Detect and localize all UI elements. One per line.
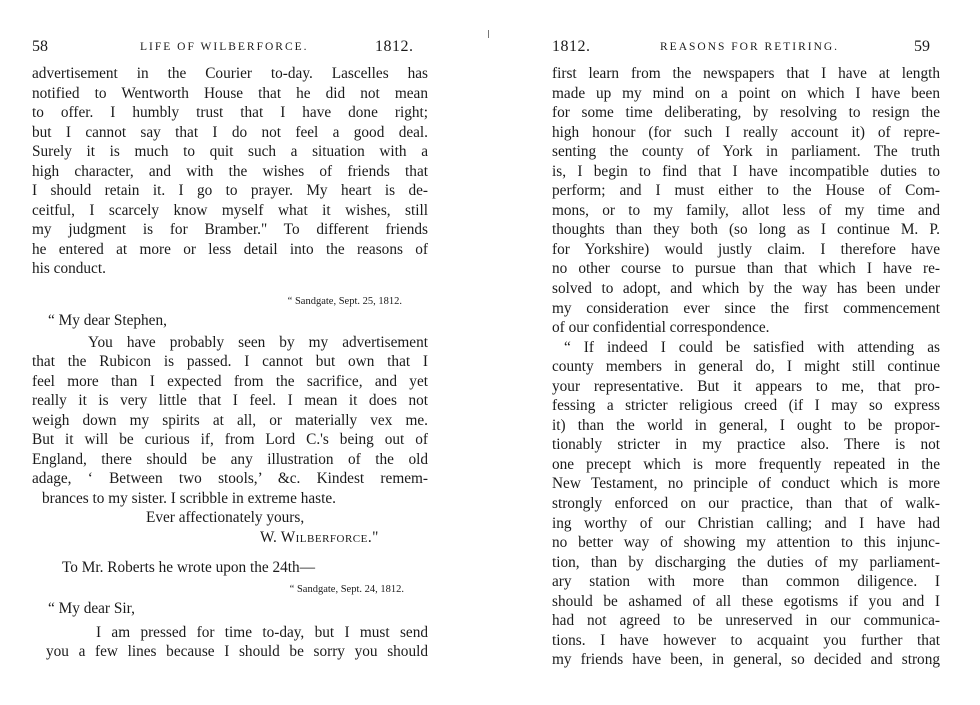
text-line: tionably stricter in my practice also. There is not bbox=[552, 436, 940, 454]
text-line: notified to Wentworth House that he did not mean bbox=[32, 84, 428, 102]
text-line: should be ashamed of all these egotisms if you and I bbox=[552, 592, 940, 610]
text-line: You have probably seen by my advertisement bbox=[88, 333, 428, 351]
text-line: adage, ‘ Between two stools,’ &c. Kindest remem- bbox=[32, 470, 428, 488]
text-line: had not agreed to be unreserved in our communica- bbox=[552, 612, 940, 630]
text-line: my friends have been, in general, so decided and strong bbox=[552, 651, 940, 669]
text-line: high honour (for such I really account it) of repre- bbox=[552, 123, 940, 141]
right-page-body bbox=[552, 64, 940, 670]
text-line: no other course to pursue than that which I have re- bbox=[552, 260, 940, 278]
intro-to-roberts: To Mr. Roberts he wrote upon the 24th— bbox=[62, 558, 315, 576]
text-line: I should retain it. I go to prayer. My heart is de- bbox=[32, 182, 428, 200]
right-running-title: REASONS FOR RETIRING. bbox=[660, 41, 840, 53]
text-line: of our confidential correspondence. bbox=[552, 319, 770, 337]
left-running-title: LIFE OF WILBERFORCE. bbox=[140, 41, 309, 53]
left-page bbox=[32, 0, 428, 705]
spacer bbox=[32, 548, 428, 558]
letter1-salutation: “ My dear Stephen, bbox=[48, 312, 167, 330]
text-line: your representative. But it appears to me, that pro- bbox=[552, 377, 940, 395]
text-line: tions. I have however to acquaint you further that bbox=[552, 631, 940, 649]
signature-name: Wilberforce." bbox=[280, 529, 379, 547]
letter1-signature bbox=[32, 528, 428, 548]
text-line: New Testament, no principle of conduct which is more bbox=[552, 475, 940, 493]
text-line: brances to my sister. I scribble in extreme haste. bbox=[42, 489, 336, 507]
text-line: it) than the world in general, I ought to be propor- bbox=[552, 416, 940, 434]
letter2-dateline: “ Sandgate, Sept. 24, 1812. bbox=[289, 584, 404, 596]
text-line: solved to adopt, and which by the way has been under bbox=[552, 280, 940, 298]
text-line: is, I begin to find that I have incompatible duties to bbox=[552, 162, 940, 180]
text-line: he entered at more or less detail into the reasons of bbox=[32, 240, 428, 258]
text-line: really it is very little that I feel. I mean it does not bbox=[32, 392, 428, 410]
text-line: for Yorkshire) would justly claim. I therefore have bbox=[552, 240, 940, 258]
text-line: strongly enforced on our practice, than that of walk- bbox=[552, 495, 940, 513]
text-line: senting the county of York in parliament. The truth bbox=[552, 143, 940, 161]
right-paragraph-2 bbox=[552, 338, 940, 670]
text-line: no better way of showing my attention to this injunc- bbox=[552, 534, 940, 552]
signature-initial: W. bbox=[260, 529, 281, 547]
text-line: first learn from the newspapers that I have at length bbox=[552, 65, 940, 82]
text-line: advertisement in the Courier to-day. Lascelles has bbox=[32, 65, 428, 82]
text-line: mons, or to my family, allot less of my time and bbox=[552, 201, 940, 219]
text-line: high character, and with the wishes of friends that bbox=[32, 162, 428, 180]
letter1-body bbox=[32, 333, 428, 509]
text-line: ceitful, I scarcely know myself what it wishes, still bbox=[32, 201, 428, 219]
text-line: thoughts than they both (so long as I continue M. P. bbox=[552, 221, 940, 239]
text-line: I am pressed for time to-day, but I must send bbox=[96, 623, 428, 641]
left-page-body bbox=[32, 64, 428, 662]
text-line: one precept which is more frequently repeated in the bbox=[552, 455, 940, 473]
letter2-salutation: “ My dear Sir, bbox=[48, 600, 135, 618]
left-page-number: 58 bbox=[32, 38, 48, 55]
text-line: “ If indeed I could be satisfied with attending as bbox=[564, 338, 940, 356]
left-paragraph-1 bbox=[32, 64, 428, 279]
text-line: but I cannot say that I do not feel a good deal. bbox=[32, 123, 428, 141]
letter1-dateline: “ Sandgate, Sept. 25, 1812. bbox=[287, 296, 402, 308]
text-line: to offer. I humbly trust that I have done right; bbox=[32, 104, 428, 122]
text-line: my consideration ever since the first commencement bbox=[552, 299, 940, 317]
letter2-body bbox=[32, 623, 428, 662]
letter1-closing: Ever affectionately yours, bbox=[146, 509, 305, 527]
text-line: made up my mind on a point on which I have been bbox=[552, 84, 940, 102]
text-line: his conduct. bbox=[32, 260, 106, 278]
right-page bbox=[552, 0, 940, 705]
gutter-mark bbox=[488, 30, 489, 38]
text-line: But it will be curious if, from Lord C.'s being out of bbox=[32, 431, 428, 449]
text-line: ing worthy of our Christian calling; and I have had bbox=[552, 514, 940, 532]
text-line: for some time deliberating, by resolving to resign the bbox=[552, 104, 940, 122]
text-line: tion, than by discharging the duties of my parliament- bbox=[552, 553, 940, 571]
left-running-head bbox=[32, 38, 428, 62]
text-line: you a few lines because I should be sorry you should bbox=[46, 643, 428, 661]
text-line: that the Rubicon is passed. I cannot but own that I bbox=[32, 353, 428, 371]
text-line: Surely it is much to quit such a situation with a bbox=[32, 143, 428, 161]
text-line: my judgment is for Bramber." To different friends bbox=[32, 221, 428, 239]
right-running-head bbox=[552, 38, 940, 62]
text-line: fessing a stricter religious creed (if I may so express bbox=[552, 397, 940, 415]
right-running-year: 1812. bbox=[552, 38, 591, 55]
text-line: feel more than I expected from the sacrifice, and yet bbox=[32, 372, 428, 390]
text-line: ary station with more than common diligence. I bbox=[552, 573, 940, 591]
text-line: perform; and I must either to the House of Com- bbox=[552, 182, 940, 200]
right-paragraph-1 bbox=[552, 64, 940, 338]
text-line: county members in general do, I might still continue bbox=[552, 358, 940, 376]
spacer bbox=[32, 279, 428, 293]
left-running-year: 1812. bbox=[375, 38, 414, 55]
text-line: weigh down my spirits at all, or materially vex me. bbox=[32, 411, 428, 429]
text-line: England, there should be any illustration of the old bbox=[32, 450, 428, 468]
right-page-number: 59 bbox=[914, 38, 930, 55]
